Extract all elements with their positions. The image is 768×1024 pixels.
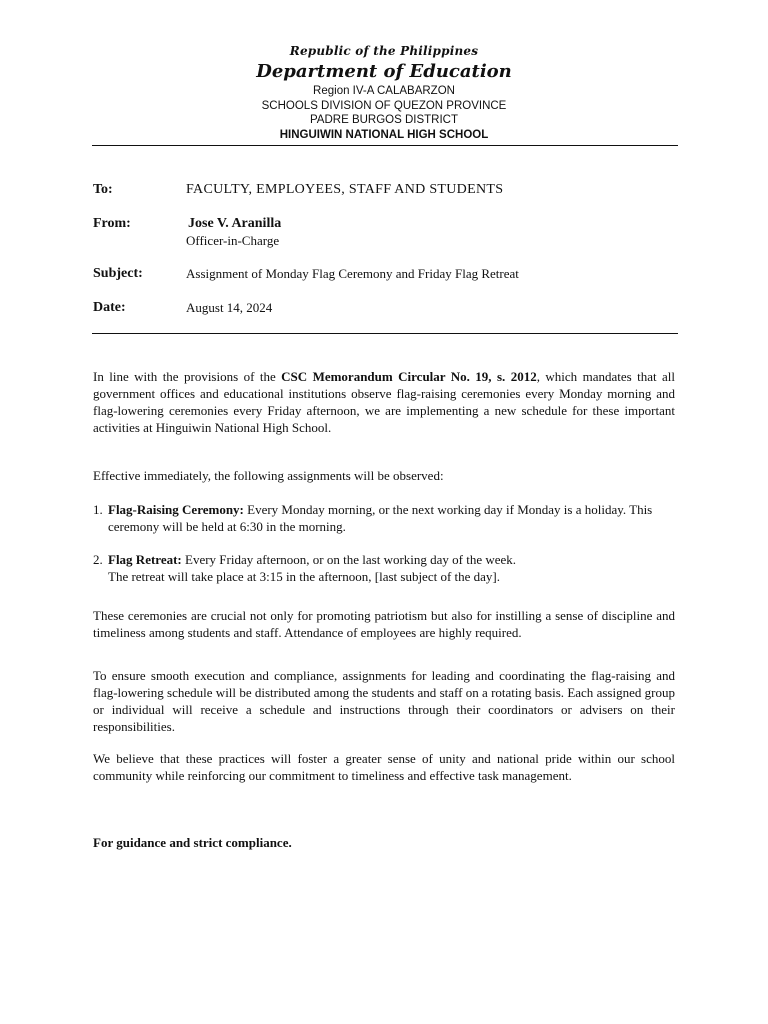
district-line: PADRE BURGOS DISTRICT <box>309 114 459 126</box>
intro-paragraph <box>93 368 675 436</box>
from-name: Jose V. Aranilla <box>188 216 282 231</box>
intro-text-post: , which mandates that all government offices and educational institutions observe flag-raising ceremonies every Monday morning and flag-lowering ceremonies every Friday afternoon, we are implementing a new schedule for these important activities at Hinguiwin National High School. <box>93 369 675 435</box>
list-item-content <box>108 551 675 585</box>
intro-text-pre: In line with the provisions of the <box>93 369 282 384</box>
header-divider <box>92 145 678 146</box>
compliance-line: For guidance and strict compliance. <box>93 835 292 850</box>
list-item-content <box>108 501 675 535</box>
region-line: Region IV-A CALABARZON <box>313 85 455 97</box>
subject-label: Subject: <box>93 266 143 281</box>
list-item-lead: Flag-Raising Ceremony: <box>108 502 244 517</box>
execution-paragraph: To ensure smooth execution and compliance, assignments for leading and coordinating the flag-raising and flag-lowering schedule will be distributed among the students and staff on a rotating basis. Each assigned group or individual will receive a schedule and instructions through their coordinators or advisers on their responsibilities. <box>93 668 675 734</box>
department-heading: Department of Education <box>256 61 512 82</box>
closing-paragraph: We believe that these practices will foster a greater sense of unity and national pride within our school community while reinforcing our commitment to timeliness and effective task management. <box>93 751 675 783</box>
assignments-intro: Effective immediately, the following assignments will be observed: <box>93 468 444 483</box>
republic-heading: Republic of the Philippines <box>289 44 479 58</box>
circular-reference: CSC Memorandum Circular No. 19, s. 2012 <box>281 369 537 384</box>
from-title: Officer-in-Charge <box>186 233 280 248</box>
list-item-text-second-line: The retreat will take place at 3:15 in the afternoon, [last subject of the day]. <box>108 569 501 584</box>
subject-value: Assignment of Monday Flag Ceremony and Friday Flag Retreat <box>186 266 519 281</box>
list-item-text: Every Monday morning, or the next working day if Monday is a holiday. This ceremony will be held at 6:30 in the morning. <box>108 502 653 534</box>
to-value: FACULTY, EMPLOYEES, STAFF AND STUDENTS <box>186 182 504 197</box>
from-label: From: <box>93 216 131 231</box>
date-label: Date: <box>93 300 126 315</box>
list-item-lead: Flag Retreat: <box>108 552 182 567</box>
school-name: HINGUIWIN NATIONAL HIGH SCHOOL <box>279 128 489 141</box>
letterhead <box>0 44 768 142</box>
importance-paragraph: These ceremonies are crucial not only for promoting patriotism but also for instilling a sense of discipline and timeliness among students and staff. Attendance of employees are highly required. <box>93 608 675 640</box>
list-item-number: 1. <box>93 502 103 517</box>
to-label: To: <box>93 182 113 197</box>
list-item-text: Every Friday afternoon, or on the last working day of the week. <box>181 552 517 567</box>
date-value: August 14, 2024 <box>186 300 273 315</box>
from-value <box>186 215 281 249</box>
list-item-number: 2. <box>93 552 103 567</box>
fields-divider <box>92 333 678 334</box>
division-line: SCHOOLS DIVISION OF QUEZON PROVINCE <box>261 99 507 112</box>
